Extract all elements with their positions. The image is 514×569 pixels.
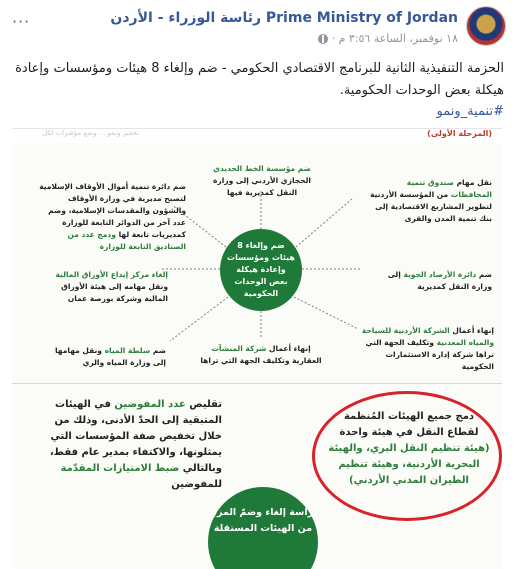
item-tour-b: الشركة الأردنية للسياحة والمياه المعدنية bbox=[361, 326, 494, 347]
item-water-b: سلطة المياه bbox=[104, 346, 151, 355]
transport-b: (هيئة تنظيم النقل البري، والهيئة البحرية الأردنية، وهيئة تنظيم الطيران المدني الأردني) bbox=[328, 443, 490, 486]
topbar-text: تحفيز ونمو ... وضع مؤشرات لكل bbox=[42, 129, 139, 137]
page-avatar[interactable] bbox=[466, 6, 506, 46]
item-awqaf-a: ضم دائرة تنمية أموال الأوقاف الإسلامية لتصبح مديرية في وزارة الأوقاف والشؤون والمقدسات الإسلامية، وضم عدد آخر من الدوائر التابعة للوزارة كمديريات تابعة لها bbox=[39, 182, 186, 239]
item-securities-depository bbox=[40, 269, 168, 305]
transport-merge-block bbox=[328, 409, 490, 489]
item-hejaz-railway-b: الحجازي الأردني إلى وزارة النقل كمديرية فيها bbox=[212, 176, 312, 197]
item-met-b: دائرة الأرصاد الجوية bbox=[403, 270, 477, 279]
item-met-c: إلى وزارة النقل كمديرية bbox=[387, 270, 492, 291]
item-sdc-a: إلغاء مركز إيداع الأوراق المالية bbox=[55, 270, 168, 279]
more-options-icon[interactable]: ··· bbox=[12, 12, 31, 31]
commissioners-a: تقليص bbox=[189, 399, 222, 410]
commissioners-b: عدد المفوضين bbox=[114, 399, 186, 410]
bottom-circle: دراسة إلغاء وضمّ المزيد من الهيئات المستقلة bbox=[208, 487, 318, 569]
item-awqaf-b: ودمج عدد من الصناديق التابعة للوزارة bbox=[67, 230, 186, 251]
item-re-b: شركة المنشآت bbox=[211, 344, 267, 353]
item-gov-fund-b: صندوق تنمية المحافظات bbox=[406, 178, 492, 199]
post-image[interactable] bbox=[12, 128, 502, 569]
post-timestamp[interactable]: ١٨ نوفمبر، الساعة ٣:٥٦ م · bbox=[331, 32, 458, 45]
item-met-a: ضم bbox=[478, 270, 492, 279]
item-water-c: ونقل مهامها إلى وزارة المياه والري bbox=[54, 346, 166, 367]
item-real-estate-co bbox=[198, 343, 324, 371]
item-tourism-co bbox=[360, 325, 494, 373]
transport-a: دمج جميع الهيئات المُنظمة لقطاع النقل في هيئة واحدة bbox=[339, 411, 479, 438]
item-hejaz-railway-a: ضم مؤسسة الخط الحديدي bbox=[213, 164, 311, 173]
topbar-red-label: (المرحلة الأولى) bbox=[427, 129, 492, 138]
item-meteorology bbox=[370, 269, 492, 293]
item-sdc-b: ونقل مهامه إلى هيئة الأوراق المالية وشركة بورصة عمان bbox=[61, 282, 168, 303]
item-water-authority bbox=[48, 345, 166, 369]
page-name-link[interactable]: رئاسة الوزراء - الأردن Prime Ministry of Jordan bbox=[110, 10, 458, 26]
item-re-a: إنهاء أعمال bbox=[269, 344, 311, 353]
item-hejaz-railway bbox=[208, 163, 316, 199]
center-circle: ضم وإلغاء 8 هيئات ومؤسسات وإعادة هيكلة بعض الوحدات الحكومية bbox=[220, 229, 302, 311]
item-re-c: العقارية وتكليف الجهة التي تراها bbox=[200, 356, 322, 365]
item-tour-a: إنهاء أعمال bbox=[452, 326, 494, 335]
post-text: الحزمة التنفيذية الثانية للبرنامج الاقتصادي الحكومي - ضم وإلغاء 8 هيئات ومؤسسات وإعادة هيكلة بعض الوحدات الحكومية. bbox=[15, 61, 504, 98]
globe-icon bbox=[318, 34, 328, 44]
commissioners-c: في الهيئات المتبقية إلى الحدّ الأدنى، وذلك من خلال تخفيض صفة المؤسسات التي يمثلونها، والاكتفاء بمدير عام فقط، وبالتالي bbox=[49, 399, 222, 474]
post-meta bbox=[318, 32, 458, 45]
item-tour-c: وتكليف الجهة التي تراها شركة إدارة الاستثمارات الحكومية bbox=[365, 338, 494, 371]
item-governorates-fund bbox=[368, 177, 492, 225]
post-header bbox=[0, 0, 514, 56]
item-gov-fund-c: من المؤسسة الأردنية لتطوير المشاريع الاقتصادية إلى بنك تنمية المدن والقرى bbox=[370, 190, 492, 223]
item-water-a: ضم bbox=[152, 346, 166, 355]
commissioners-block bbox=[32, 397, 222, 493]
item-gov-fund-a: نقل مهام bbox=[456, 178, 492, 187]
item-awqaf bbox=[36, 181, 186, 253]
commissioners-d: ضبط الامتيازات المقدّمة bbox=[60, 463, 180, 474]
hashtag-link[interactable]: #تنمية_ونمو bbox=[436, 104, 504, 119]
commissioners-e: للمفوضين bbox=[171, 479, 222, 490]
section-divider bbox=[12, 383, 502, 384]
